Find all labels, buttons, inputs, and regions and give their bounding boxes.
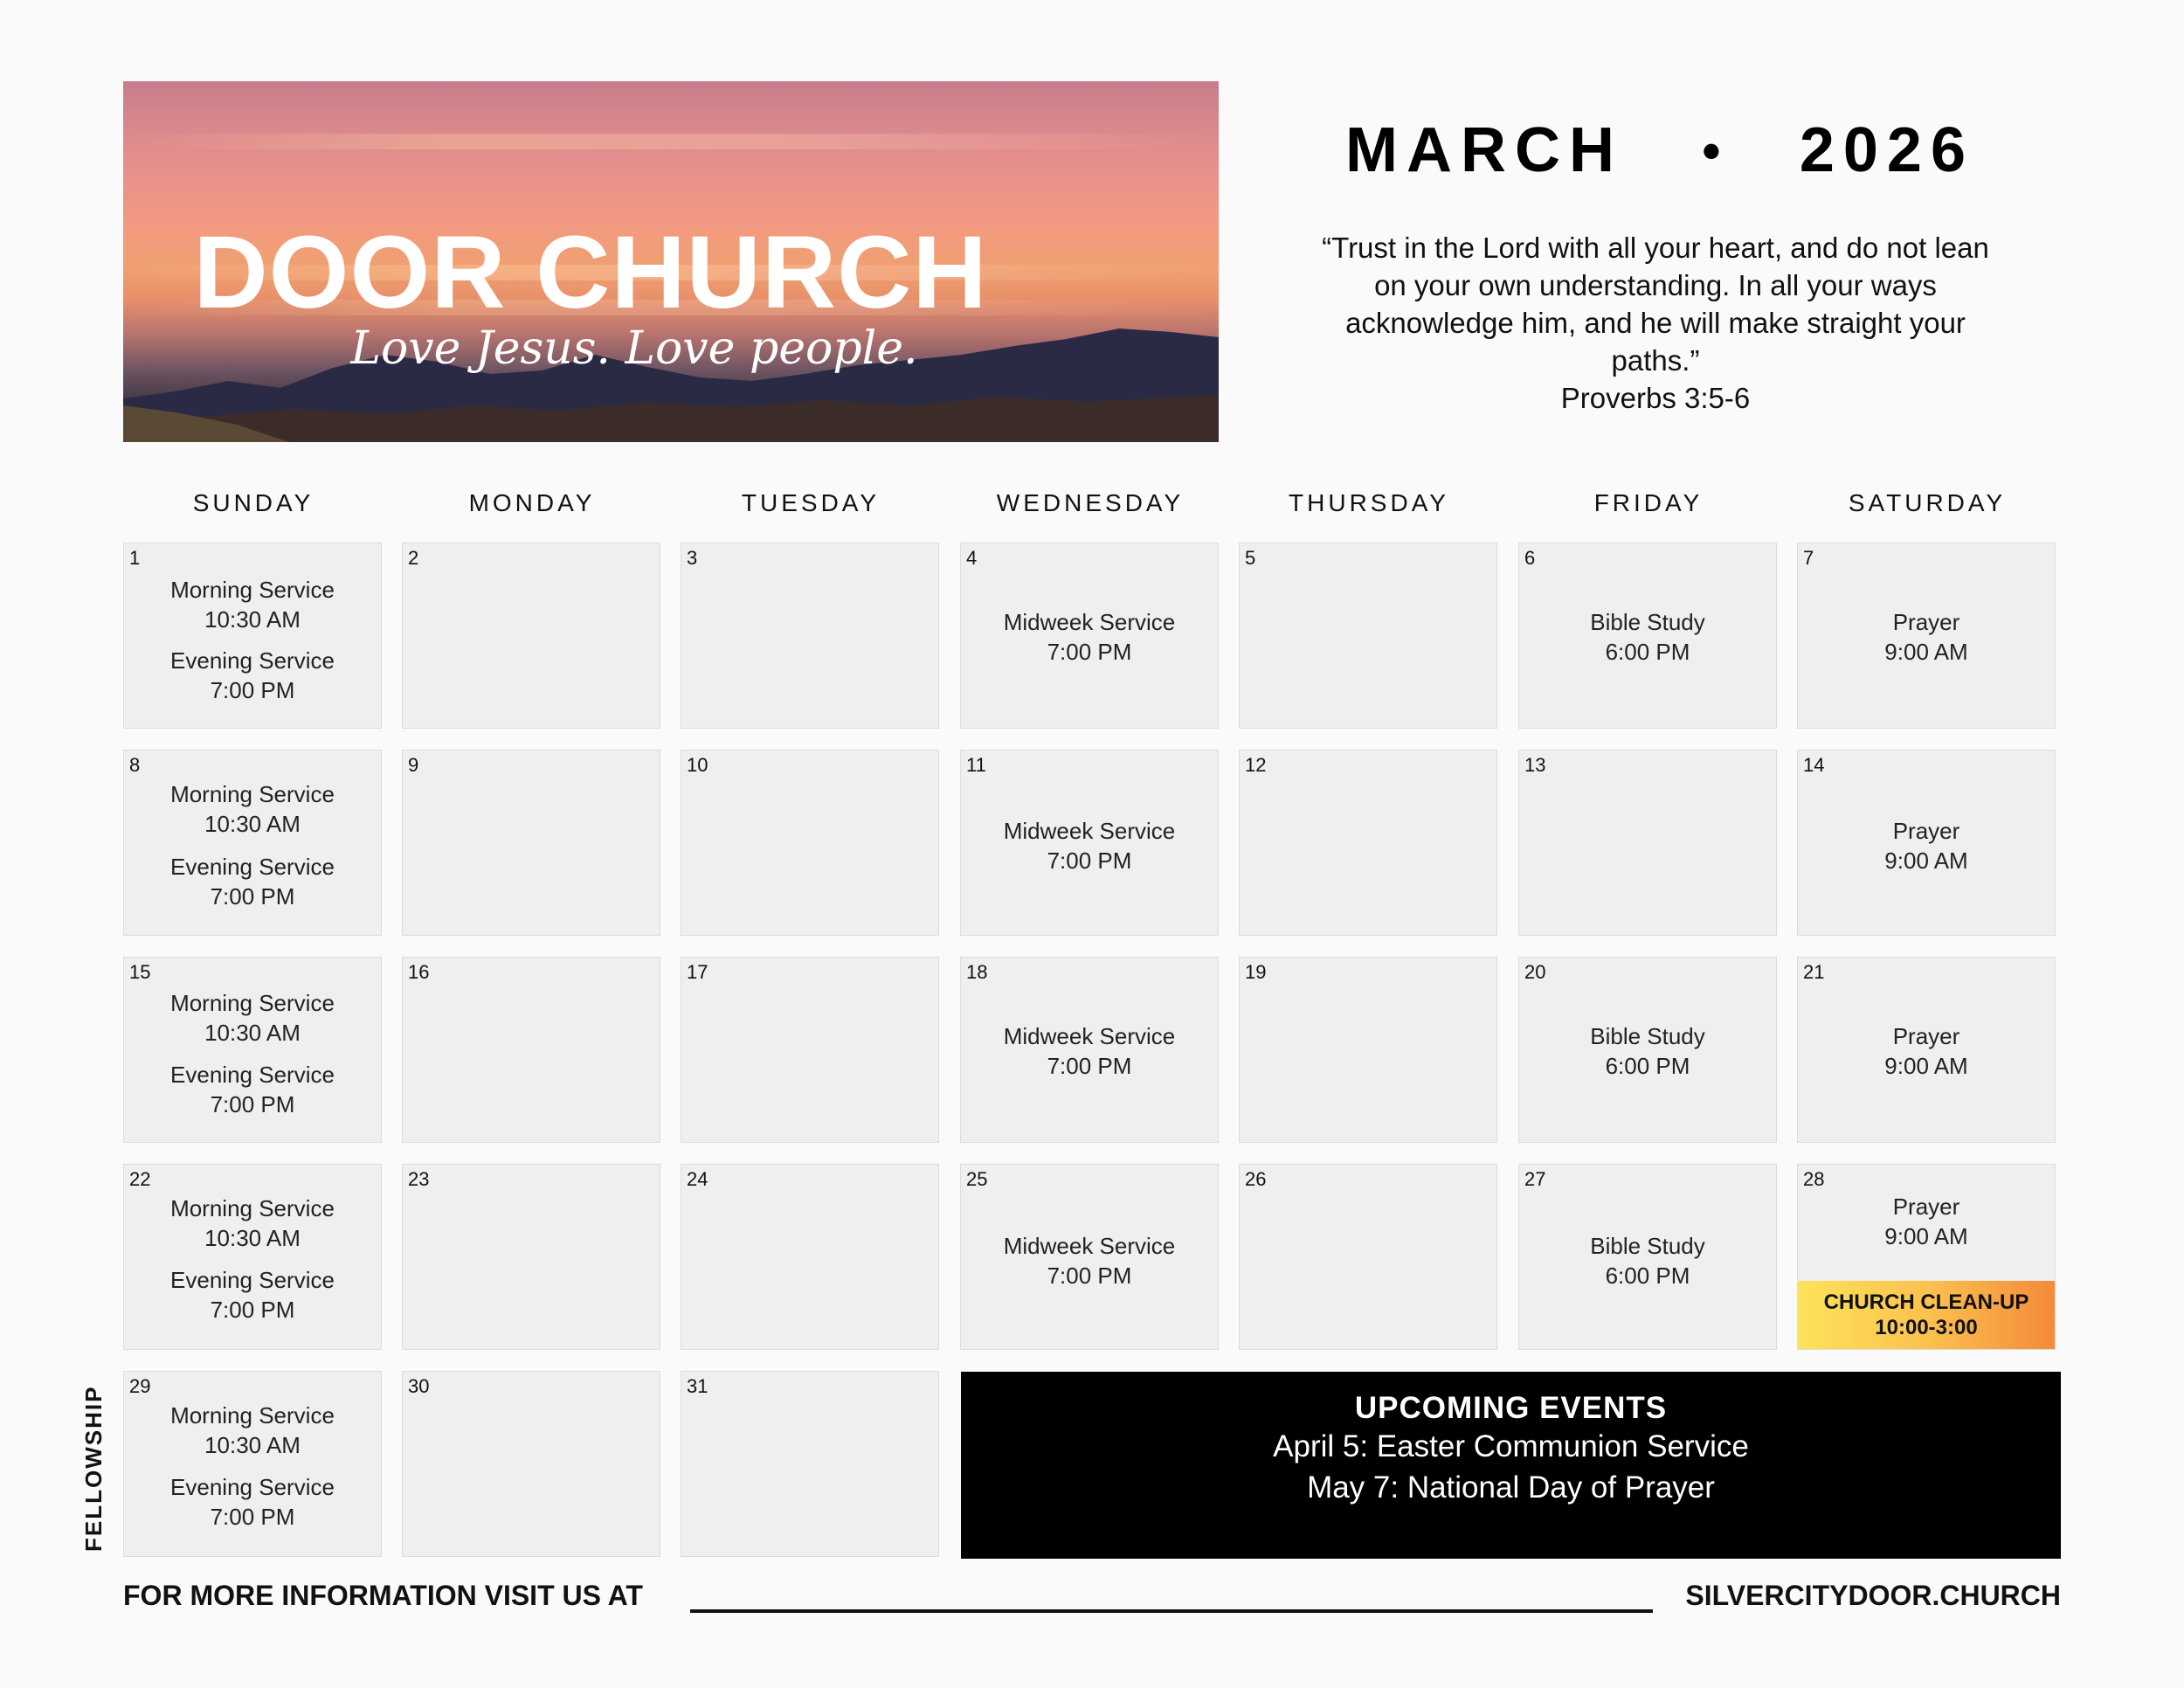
event-midweek-service: Midweek Service 7:00 PM <box>1003 1233 1176 1289</box>
day-header-monday: MONDAY <box>468 489 596 516</box>
event-midweek-service: Midweek Service 7:00 PM <box>1003 609 1176 665</box>
event-prayer: Prayer 9:00 AM <box>1884 609 1968 665</box>
title-separator: • <box>1702 121 1721 180</box>
day-number: 2 <box>408 547 419 569</box>
event-morning-service: Morning Service 10:30 AM <box>170 1402 335 1458</box>
day-number: 20 <box>1524 961 1546 983</box>
calendar-day-1[interactable] <box>123 543 382 729</box>
event-morning-service: Morning Service 10:30 AM <box>170 990 335 1046</box>
calendar-day-11[interactable] <box>960 750 1219 936</box>
calendar-day-10[interactable] <box>681 750 939 936</box>
event-evening-service: Evening Service 7:00 PM <box>170 647 335 703</box>
day-number: 14 <box>1803 754 1825 776</box>
event-bible-study: Bible Study 6:00 PM <box>1590 609 1705 665</box>
church-cleanup-banner: CHURCH CLEAN-UP 10:00-3:00 <box>1798 1281 2055 1349</box>
day-number: 25 <box>966 1168 988 1190</box>
day-number: 9 <box>408 754 419 776</box>
day-number: 23 <box>408 1168 430 1190</box>
day-number: 18 <box>966 961 988 983</box>
event-prayer: Prayer 9:00 AM <box>1884 1193 1968 1249</box>
event-bible-study: Bible Study 6:00 PM <box>1590 1023 1705 1079</box>
calendar-day-22[interactable] <box>123 1164 382 1350</box>
month-label: MARCH <box>1345 115 1623 185</box>
day-header-sunday: SUNDAY <box>192 489 314 516</box>
day-number: 12 <box>1245 754 1267 776</box>
event-evening-service: Evening Service 7:00 PM <box>170 854 335 910</box>
upcoming-event-item: April 5: Easter Communion Service <box>1273 1429 1749 1463</box>
day-number: 3 <box>687 547 698 569</box>
scripture-verse <box>1319 229 1992 417</box>
event-bible-study: Bible Study 6:00 PM <box>1590 1233 1705 1289</box>
calendar-day-9[interactable] <box>402 750 660 936</box>
calendar-day-14[interactable] <box>1797 750 2056 936</box>
day-number: 1 <box>129 547 141 569</box>
year-label: 2026 <box>1799 115 1974 185</box>
footer-divider <box>690 1609 1653 1613</box>
day-number: 7 <box>1803 547 1814 569</box>
day-header-friday: FRIDAY <box>1593 489 1704 516</box>
calendar-day-18[interactable] <box>960 957 1219 1143</box>
day-number: 8 <box>129 754 141 776</box>
day-number: 13 <box>1524 754 1546 776</box>
church-name: DOOR CHURCH <box>193 215 988 330</box>
verse-text: “Trust in the Lord with all your heart, and do not lean on your own understanding. In all your ways acknowledge him, and he will make straight your paths.” <box>1322 232 1989 377</box>
day-number: 28 <box>1803 1168 1825 1190</box>
day-number: 19 <box>1245 961 1267 983</box>
calendar-day-2[interactable] <box>402 543 660 729</box>
calendar-day-19[interactable] <box>1239 957 1497 1143</box>
fellowship-side-label: FELLOWSHIP <box>80 1385 107 1552</box>
calendar-day-29[interactable] <box>123 1371 382 1557</box>
day-number: 22 <box>129 1168 151 1190</box>
month-year-title <box>1345 115 1974 185</box>
day-header-saturday: SATURDAY <box>1848 489 2007 516</box>
calendar-day-13[interactable] <box>1518 750 1777 936</box>
day-number: 6 <box>1524 547 1536 569</box>
upcoming-event-item: May 7: National Day of Prayer <box>1307 1470 1715 1505</box>
calendar-day-24[interactable] <box>681 1164 939 1350</box>
verse-reference: Proverbs 3:5-6 <box>1560 382 1751 414</box>
calendar-day-16[interactable] <box>402 957 660 1143</box>
calendar-day-21[interactable] <box>1797 957 2056 1143</box>
calendar-day-8[interactable] <box>123 750 382 936</box>
banner-image <box>123 81 1219 442</box>
calendar-day-31[interactable] <box>681 1371 939 1557</box>
calendar-day-4[interactable] <box>960 543 1219 729</box>
calendar-day-6[interactable] <box>1518 543 1777 729</box>
day-number: 5 <box>1245 547 1256 569</box>
day-number: 15 <box>129 961 151 983</box>
calendar-day-3[interactable] <box>681 543 939 729</box>
footer-info-label: FOR MORE INFORMATION VISIT US AT <box>123 1580 643 1611</box>
calendar-day-30[interactable] <box>402 1371 660 1557</box>
upcoming-events-title: UPCOMING EVENTS <box>1354 1391 1668 1425</box>
event-evening-service: Evening Service 7:00 PM <box>170 1267 335 1323</box>
calendar-day-7[interactable] <box>1797 543 2056 729</box>
event-midweek-service: Midweek Service 7:00 PM <box>1003 818 1176 874</box>
day-header-wednesday: WEDNESDAY <box>996 489 1185 516</box>
day-number: 11 <box>966 754 986 776</box>
day-number: 29 <box>129 1375 151 1397</box>
day-number: 24 <box>687 1168 708 1190</box>
event-evening-service: Evening Service 7:00 PM <box>170 1062 335 1117</box>
upcoming-events-box <box>961 1372 2061 1559</box>
calendar-day-12[interactable] <box>1239 750 1497 936</box>
calendar-day-20[interactable] <box>1518 957 1777 1143</box>
day-number: 16 <box>408 961 430 983</box>
calendar-day-5[interactable] <box>1239 543 1497 729</box>
event-evening-service: Evening Service 7:00 PM <box>170 1474 335 1530</box>
event-morning-service: Morning Service 10:30 AM <box>170 1195 335 1251</box>
day-number: 10 <box>687 754 708 776</box>
day-number: 30 <box>408 1375 430 1397</box>
event-morning-service: Morning Service 10:30 AM <box>170 577 335 633</box>
calendar-day-25[interactable] <box>960 1164 1219 1350</box>
calendar-day-17[interactable] <box>681 957 939 1143</box>
calendar-day-15[interactable] <box>123 957 382 1143</box>
day-number: 17 <box>687 961 708 983</box>
day-number: 4 <box>966 547 978 569</box>
calendar-day-27[interactable] <box>1518 1164 1777 1350</box>
day-number: 31 <box>687 1375 708 1397</box>
footer-website-link[interactable]: SILVERCITYDOOR.CHURCH <box>1685 1580 2061 1611</box>
calendar-day-28[interactable] <box>1797 1164 2056 1350</box>
calendar-day-26[interactable] <box>1239 1164 1497 1350</box>
day-number: 27 <box>1524 1168 1546 1190</box>
day-number: 26 <box>1245 1168 1267 1190</box>
day-number: 21 <box>1803 961 1825 983</box>
day-header-tuesday: TUESDAY <box>741 489 881 516</box>
church-tagline: Love Jesus. Love people. <box>350 322 918 375</box>
event-prayer: Prayer 9:00 AM <box>1884 818 1968 874</box>
day-header-thursday: THURSDAY <box>1289 489 1449 516</box>
event-morning-service: Morning Service 10:30 AM <box>170 781 335 837</box>
event-midweek-service: Midweek Service 7:00 PM <box>1003 1023 1176 1079</box>
event-prayer: Prayer 9:00 AM <box>1884 1023 1968 1079</box>
calendar-day-23[interactable] <box>402 1164 660 1350</box>
